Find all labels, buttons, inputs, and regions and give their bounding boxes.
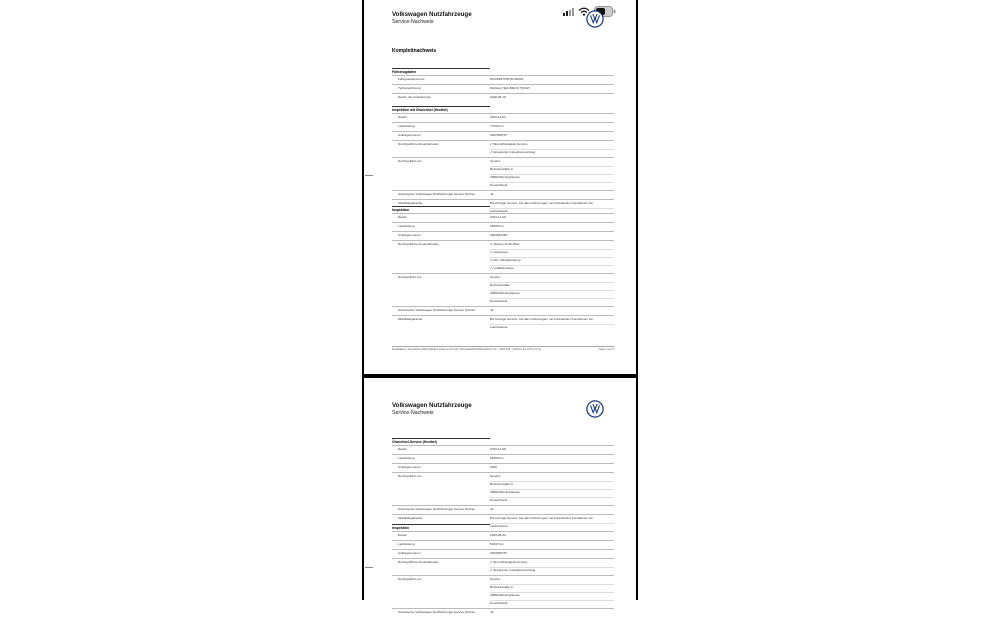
table-row	[392, 140, 614, 157]
table-row	[392, 531, 614, 540]
row-label: Auftragsnummer	[398, 551, 421, 555]
row-label: Autorisierter Volkswagen Nutzfahrzeuge Service Partner	[398, 192, 476, 196]
block-heading: Inspektion mit Ölwechsel (flexibel)	[392, 106, 490, 113]
value-line: Ja	[490, 507, 494, 511]
row-label: Durchgeführte Zusatzarbeiten	[398, 142, 439, 146]
row-value	[490, 473, 614, 505]
footer-meta: Erstelldatum: Inspektions-Stiftung/Daten Hosps im Pruefe / PTrueMatStuOnMainSchlen Tm · 3003-209 · 2023-12-22 10:37 U.U.D.	[392, 348, 542, 351]
inspection-block	[392, 206, 614, 332]
value-line: Ja	[490, 308, 494, 312]
row-value	[490, 132, 614, 140]
row-label: Autorisierter Volkswagen Nutzfahrzeuge Service Partner	[398, 308, 476, 312]
value-line: Deutschland	[490, 298, 614, 306]
row-label: Typbezeichnung	[398, 86, 421, 90]
table-row	[392, 157, 614, 190]
row-label: Durchgeführt von	[398, 159, 422, 163]
row-label: Auftragsnummer	[398, 233, 421, 237]
value-line: 30890 Barsinghausen	[490, 174, 614, 182]
row-value	[490, 307, 614, 315]
vw-logo-icon	[586, 400, 604, 418]
table-row	[392, 315, 614, 332]
table-row	[392, 505, 614, 514]
row-label: Durchgeführte Zusatzarbeiten	[398, 560, 439, 564]
value-line: Bis Anzeige Service, bei allen Fahrzeugen mit individuellen Konditionen bis	[490, 201, 593, 205]
table-row	[392, 549, 614, 558]
row-label: Auftragsnummer	[398, 465, 421, 469]
value-line: 2023-12-02	[490, 115, 506, 119]
row-label: Durchgeführt von	[398, 275, 422, 279]
document-page-1	[364, 0, 636, 374]
row-value	[490, 274, 614, 306]
value-line: Laufzeitende	[490, 523, 614, 531]
row-value	[490, 541, 614, 549]
row-label: Laufleistung	[398, 224, 415, 228]
value-line: ✔ Luftfilterwasser	[490, 265, 614, 273]
value-line: ✔ Erweiterter Inspektionsumfang	[490, 567, 614, 575]
value-line: ✔ Bremsflüssigkeit-Service	[490, 142, 528, 146]
row-label: Mobilitätsgarantie	[398, 516, 423, 520]
row-value	[490, 223, 614, 231]
brand-title: Volkswagen Nutzfahrzeuge	[392, 402, 472, 409]
value-line: Ja	[490, 610, 494, 614]
vehicle-data-block	[392, 68, 614, 102]
value-line: Service	[490, 275, 501, 279]
page-margin-mark	[365, 567, 373, 568]
value-line: Betriebsstraße 9	[490, 481, 614, 489]
value-line: Betriebsstraße	[490, 282, 614, 290]
value-line: 73700 km	[490, 124, 504, 128]
table-row	[392, 131, 614, 140]
row-label: Laufleistung	[398, 542, 415, 546]
row-value	[490, 316, 614, 332]
document-page-2	[364, 378, 636, 618]
row-value	[490, 559, 614, 575]
value-line: 30890 Barsinghausen	[490, 290, 614, 298]
row-value	[490, 506, 614, 514]
block-heading: Ölwechsel-Service (flexibel)	[392, 438, 490, 445]
row-label: Autorisierter Volkswagen Nutzfahrzeuge Service Partner	[398, 507, 476, 511]
value-line: 2023-06-22	[490, 533, 506, 537]
row-label: Datum	[398, 215, 408, 219]
value-line: Deutschland	[490, 497, 614, 505]
row-value	[490, 241, 614, 273]
table-row	[392, 454, 614, 463]
value-line: 63906 km	[490, 224, 504, 228]
value-line: 3004687090	[490, 233, 508, 237]
row-label: Autorisierter Volkswagen Nutzfahrzeuge Service Partner	[398, 610, 476, 614]
page-footer	[392, 346, 614, 351]
value-line: 2018-05-18	[490, 95, 506, 99]
inspection-oil-block	[392, 106, 614, 216]
row-label: Datum der Auslieferung	[398, 95, 431, 99]
row-label: Auftragsnummer	[398, 133, 421, 137]
row-label: Datum	[398, 447, 408, 451]
table-row	[392, 463, 614, 472]
value-line: Laufzeitende	[490, 208, 614, 216]
row-value	[490, 550, 614, 558]
row-label: Durchgeführte Zusatzarbeiten	[398, 242, 439, 246]
value-line: 3007609767	[490, 133, 508, 137]
row-value	[490, 455, 614, 463]
vw-logo-icon	[586, 10, 604, 28]
table-row	[392, 122, 614, 131]
value-line: 3003009767	[490, 551, 508, 555]
table-row	[392, 75, 614, 84]
value-line: Service	[490, 474, 501, 478]
row-label: Mobilitätsgarantie	[398, 201, 423, 205]
value-line: 30890 Barsinghausen	[490, 489, 614, 497]
row-label: Datum	[398, 533, 408, 537]
value-line: 9030	[490, 465, 497, 469]
table-row	[392, 306, 614, 315]
table-row	[392, 273, 614, 306]
value-line: Deutschland	[490, 182, 614, 190]
row-value	[490, 214, 614, 222]
table-row	[392, 240, 614, 273]
value-line: Service	[490, 577, 501, 581]
document-subtitle: Service-Nachweis	[392, 19, 434, 25]
section-title: Komplettnachweis	[392, 48, 437, 54]
block-heading: Fahrzeugdaten	[392, 68, 490, 75]
value-line: 30890 Barsinghausen	[490, 592, 614, 600]
row-value	[490, 464, 614, 472]
value-line: Bis Anzeige Service, bei allen Fahrzeugen mit individuellen Konditionen bis	[490, 317, 593, 321]
row-value	[490, 114, 614, 122]
table-row	[392, 608, 614, 617]
table-row	[392, 231, 614, 240]
page-number: Seite 1 von 4	[598, 348, 614, 351]
value-line: Multivan High-BR2.0l TDI4LT	[490, 86, 530, 90]
inspection-block	[392, 524, 614, 617]
table-row	[392, 472, 614, 505]
table-row	[392, 113, 614, 122]
row-value	[490, 85, 614, 93]
table-row	[392, 190, 614, 199]
row-value	[490, 141, 614, 157]
row-value	[490, 446, 614, 454]
page-margin-mark	[365, 175, 373, 176]
value-line: 2024-11-20	[490, 215, 506, 219]
row-value	[490, 76, 614, 84]
row-label: Durchgeführt von	[398, 577, 422, 581]
value-line: Bis Anzeige Service, bei allen Fahrzeugen mit individuellen Konditionen bis	[490, 516, 593, 520]
value-line: ✔ DF / Allradkupplung	[490, 257, 614, 265]
table-row	[392, 575, 614, 608]
row-label: Durchgeführt von	[398, 474, 422, 478]
value-line: 52398 km	[490, 456, 504, 460]
value-line: Betriebsstraße 9	[490, 166, 614, 174]
value-line: ✔ Erweiterter Inspektionsumfang	[490, 149, 614, 157]
value-line: 2023-12-08	[490, 447, 506, 451]
row-label: Laufleistung	[398, 456, 415, 460]
value-line: Betriebsstraße 9	[490, 584, 614, 592]
block-heading: Inspektion	[392, 524, 490, 531]
table-row	[392, 93, 614, 102]
row-value	[490, 123, 614, 131]
row-value	[490, 158, 614, 190]
value-line: Laufzeitende	[490, 324, 614, 332]
value-line: Ja	[490, 192, 494, 196]
value-line: Deutschland	[490, 600, 614, 608]
row-value	[490, 532, 614, 540]
document-subtitle: Service-Nachweis	[392, 410, 434, 416]
value-line: ✔ Bremsflüssigkeit-Service	[490, 560, 528, 564]
value-line: ✔ Staub-u.Pollenfilter	[490, 242, 520, 246]
row-value	[490, 94, 614, 102]
signal-icon	[563, 8, 574, 16]
brand-title: Volkswagen Nutzfahrzeuge	[392, 11, 472, 18]
value-line: ✔ Getriebeöl	[490, 249, 614, 257]
table-row	[392, 540, 614, 549]
value-line: Service	[490, 159, 501, 163]
row-value	[490, 232, 614, 240]
row-label: Fahrgestellnummer	[398, 77, 425, 81]
table-row	[392, 558, 614, 575]
row-label: Laufleistung	[398, 124, 415, 128]
table-row	[392, 222, 614, 231]
row-value	[490, 609, 614, 617]
value-line: WV2ZZZ7HZHXC00363	[490, 77, 524, 81]
row-value	[490, 191, 614, 199]
block-heading: Inspektion	[392, 206, 490, 213]
table-row	[392, 445, 614, 454]
row-label: Datum	[398, 115, 408, 119]
row-label: Mobilitätsgarantie	[398, 317, 423, 321]
oil-service-block	[392, 438, 614, 531]
value-line: 50347 km	[490, 542, 504, 546]
table-row	[392, 213, 614, 222]
table-row	[392, 84, 614, 93]
row-value	[490, 576, 614, 608]
